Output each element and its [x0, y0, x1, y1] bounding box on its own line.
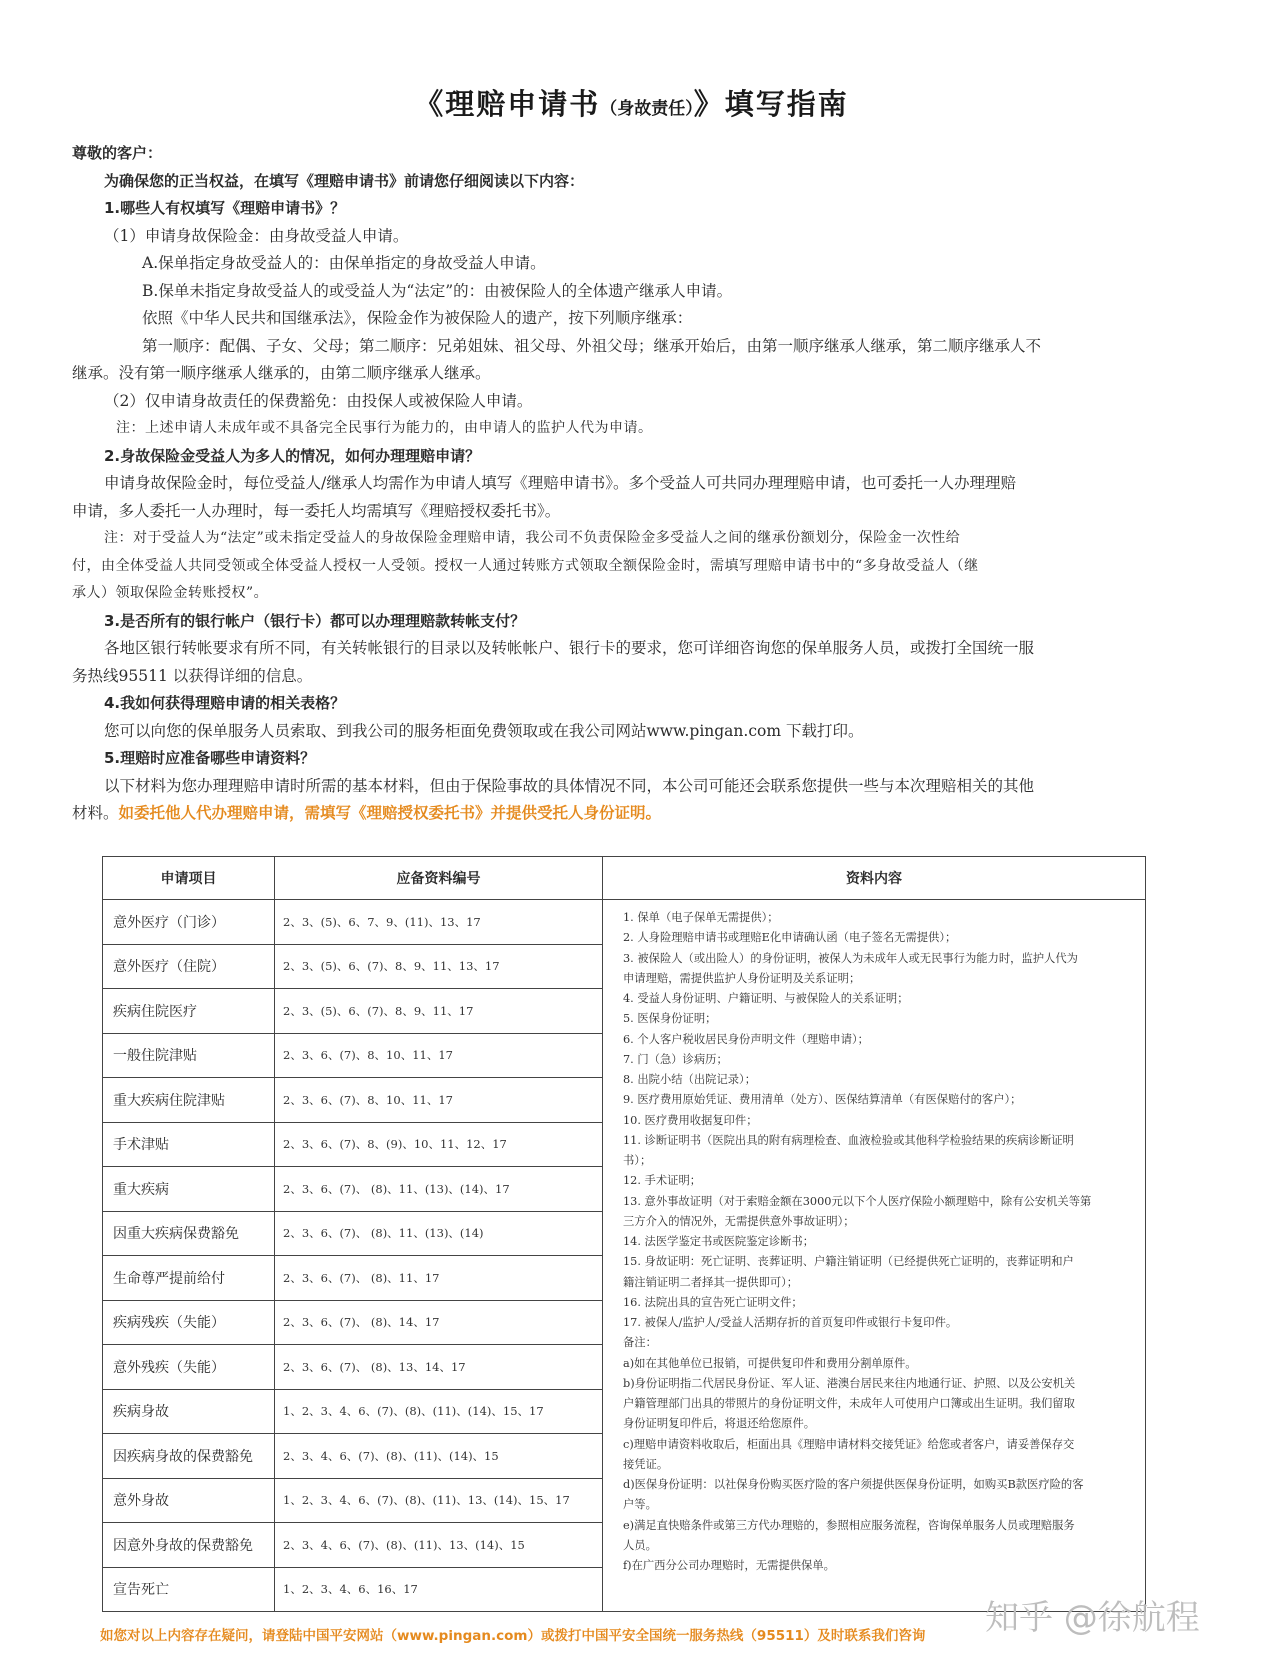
section-1-order-b: 继承。没有第一顺序继承人继承的，由第二顺序继承人继承。 [72, 364, 491, 382]
row-codes: 2、3、6、(7)、8、10、11、17 [275, 1033, 603, 1078]
row-item: 疾病残疾（失能） [103, 1300, 275, 1345]
row-codes: 2、3、6、(7)、 (8)、11、(13)、(14)、17 [275, 1167, 603, 1212]
row-item: 意外身故 [103, 1478, 275, 1523]
intro-lead: 为确保您的正当权益，在填写《理赔申请书》前请您仔细阅读以下内容： [104, 171, 585, 190]
greeting: 尊敬的客户： [72, 144, 163, 162]
content-line: a)如在其他单位已报销，可提供复印件和费用分割单原件。 [623, 1356, 917, 1370]
row-item: 重大疾病 [103, 1167, 275, 1212]
section-1-order-a: 第一顺序：配偶、子女、父母；第二顺序：兄弟姐妹、祖父母、外祖父母；继承开始后，由第一顺序继承人继承，第二顺序继承人不 [142, 336, 1042, 355]
row-codes: 2、3、6、(7)、 (8)、14、17 [275, 1300, 603, 1345]
section-2-heading: 2.身故保险金受益人为多人的情况，如何办理理赔申请？ [104, 446, 481, 465]
watermark: 知乎 @徐航程 [985, 1598, 1200, 1638]
section-2-note-a: 注：对于受益人为“法定”或未指定受益人的身故保险金理赔申请，我公司不负责保险金多受益人之间的继承份额划分，保险金一次性给 [104, 530, 961, 546]
row-item: 意外医疗（住院） [103, 944, 275, 989]
guide-body [72, 140, 1182, 828]
row-codes: 1、2、3、4、6、(7)、(8)、(11)、(14)、15、17 [275, 1389, 603, 1434]
content-line: e)满足直快赔条件或第三方代办理赔的，参照相应服务流程，咨询保单服务人员或理赔服务 [623, 1518, 1075, 1532]
content-line: 人员。 [623, 1538, 657, 1552]
section-1-p1: （1）申请身故保险金：由身故受益人申请。 [104, 226, 409, 245]
content-line: 户等。 [623, 1498, 657, 1512]
row-item: 疾病身故 [103, 1389, 275, 1434]
row-codes: 2、3、(5)、6、7、9、(11)、13、17 [275, 900, 603, 945]
section-4-p: 您可以向您的保单服务人员索取、到我公司的服务柜面免费领取或在我公司网站www.pingan.com 下载打印。 [104, 721, 864, 740]
section-1-a: A.保单指定身故受益人的：由保单指定的身故受益人申请。 [142, 254, 546, 272]
content-line: 身份证明复印件后，将退还给您原件。 [623, 1417, 816, 1431]
row-item: 因疾病身故的保费豁免 [103, 1434, 275, 1479]
section-1-heading: 1.哪些人有权填写《理赔申请书》？ [104, 199, 346, 217]
header-content: 资料内容 [603, 857, 1146, 900]
section-4-heading: 4.我如何获得理赔申请的相关表格？ [104, 694, 346, 712]
content-line: 10. 医疗费用收据复印件； [623, 1113, 758, 1127]
content-line: c)理赔申请资料收取后，柜面出具《理赔申请材料交接凭证》给您或者客户，请妥善保存交 [623, 1437, 1075, 1451]
row-item: 生命尊严提前给付 [103, 1256, 275, 1301]
header-codes: 应备资料编号 [275, 857, 603, 900]
row-codes: 2、3、6、(7)、 (8)、13、14、17 [275, 1345, 603, 1390]
row-item: 重大疾病住院津贴 [103, 1078, 275, 1123]
row-codes: 2、3、6、(7)、8、(9)、10、11、12、17 [275, 1122, 603, 1167]
section-3-p-b: 务热线95511 以获得详细的信息。 [72, 666, 313, 685]
section-3-heading: 3.是否所有的银行帐户（银行卡）都可以办理理赔款转帐支付？ [104, 611, 526, 630]
materials-table [102, 856, 1146, 1612]
row-item: 因重大疾病保费豁免 [103, 1211, 275, 1256]
table-row [103, 900, 1146, 945]
content-line: 1. 保单（电子保单无需提供）； [623, 911, 779, 924]
content-line: 16. 法院出具的宣告死亡证明文件； [623, 1295, 803, 1309]
section-5-p-a: 以下材料为您办理理赔申请时所需的基本材料，但由于保险事故的具体情况不同，本公司可能还会联系您提供一些与本次理赔相关的其他 [104, 776, 1035, 795]
row-item: 意外残疾（失能） [103, 1345, 275, 1390]
section-2-p-b: 申请，多人委托一人办理时，每一委托人均需填写《理赔授权委托书》。 [72, 501, 561, 520]
row-codes: 2、3、6、(7)、8、10、11、17 [275, 1078, 603, 1123]
section-2-p-a: 申请身故保险金时，每位受益人/继承人均需作为申请人填写《理赔申请书》。多个受益人可共同办理理赔申请，也可委托一人办理理赔 [104, 474, 1016, 492]
row-codes: 2、3、(5)、6、(7)、8、9、11、17 [275, 989, 603, 1034]
row-item: 一般住院津贴 [103, 1033, 275, 1078]
materials-content [603, 900, 1146, 1612]
title-main: 《理赔申请书 [414, 87, 601, 121]
content-line: 三方介入的情况外，无需提供意外事故证明）； [623, 1214, 855, 1228]
content-line: 书）； [623, 1154, 652, 1167]
section-1-b: B.保单未指定身故受益人的或受益人为“法定”的：由被保险人的全体遗产继承人申请。 [142, 281, 733, 300]
row-codes: 2、3、4、6、(7)、(8)、(11)、13、(14)、15 [275, 1523, 603, 1568]
table-header-row [103, 857, 1146, 900]
section-5-orange-note: 如委托他人代办理赔申请，需填写《理赔授权委托书》并提供受托人身份证明。 [118, 804, 662, 822]
section-1-law: 依照《中华人民共和国继承法》，保险金作为被保险人的遗产，按下列顺序继承： [142, 309, 693, 327]
content-line: d)医保身份证明：以社保身份购买医疗险的客户须提供医保身份证明，如购买B款医疗险的客 [623, 1478, 1084, 1491]
page-title [0, 82, 1263, 123]
row-codes: 2、3、6、(7)、 (8)、11、(13)、(14) [275, 1211, 603, 1256]
content-line: 14. 法医学鉴定书或医院鉴定诊断书； [623, 1235, 815, 1248]
header-item: 申请项目 [103, 857, 275, 900]
row-item: 宣告死亡 [103, 1567, 275, 1612]
footer-contact-note: 如您对以上内容存在疑问，请登陆中国平安网站（www.pingan.com）或拨打中国平安全国统一服务热线（95511）及时联系我们咨询 [100, 1628, 926, 1644]
content-line: 申请理赔，需提供监护人身份证明及关系证明； [623, 971, 861, 985]
content-line: 13. 意外事故证明（对于索赔金额在3000元以下个人医疗保险小额理赔中，除有公安机关等第 [623, 1194, 1092, 1208]
row-item: 疾病住院医疗 [103, 989, 275, 1034]
section-1-note: 注：上述申请人未成年或不具备完全民事行为能力的，由申请人的监护人代为申请。 [116, 420, 653, 436]
row-codes: 1、2、3、4、6、(7)、(8)、(11)、13、(14)、15、17 [275, 1478, 603, 1523]
section-2-note-c: 承人）领取保险金转账授权”。 [72, 585, 269, 601]
title-small: （身故责任） [600, 99, 694, 119]
row-item: 因意外身故的保费豁免 [103, 1523, 275, 1568]
row-codes: 2、3、(5)、6、(7)、8、9、11、13、17 [275, 944, 603, 989]
row-codes: 2、3、4、6、(7)、(8)、(11)、(14)、15 [275, 1434, 603, 1479]
content-line: 12. 手术证明； [623, 1174, 702, 1188]
content-line: 2. 人身险理赔申请书或理赔E化申请确认函（电子签名无需提供）； [623, 931, 957, 945]
content-line: 4. 受益人身份证明、户籍证明、与被保险人的关系证明； [623, 992, 909, 1005]
content-line: 6. 个人客户税收居民身份声明文件（理赔申请）； [623, 1032, 869, 1046]
section-5-p-b-text: 材料。 [72, 804, 119, 822]
content-line: b)身份证明指二代居民身份证、军人证、港澳台居民来往内地通行证、护照、以及公安机关 [623, 1376, 1076, 1390]
title-tail: 》填写指南 [693, 87, 849, 121]
content-line: f)在广西分公司办理赔时，无需提供保单。 [623, 1559, 835, 1572]
content-line: 7. 门（急）诊病历； [623, 1052, 728, 1066]
row-item: 手术津贴 [103, 1122, 275, 1167]
section-5-heading: 5.理赔时应准备哪些申请资料？ [104, 749, 316, 767]
content-line: 17. 被保人/监护人/受益人活期存折的首页复印件或银行卡复印件。 [623, 1316, 958, 1329]
content-line: 接凭证。 [623, 1457, 669, 1471]
row-codes: 1、2、3、4、6、16、17 [275, 1567, 603, 1612]
row-codes: 2、3、6、(7)、 (8)、11、17 [275, 1256, 603, 1301]
section-1-p2: （2）仅申请身故责任的保费豁免：由投保人或被保险人申请。 [104, 391, 533, 410]
content-line: 9. 医疗费用原始凭证、费用清单（处方）、医保结算清单（有医保赔付的客户）； [623, 1093, 1022, 1107]
content-line: 15. 身故证明：死亡证明、丧葬证明、户籍注销证明（已经提供死亡证明的，丧葬证明和户 [623, 1255, 1074, 1269]
content-line: 户籍管理部门出具的带照片的身份证明文件，未成年人可使用户口簿或出生证明。我们留取 [623, 1397, 1075, 1410]
row-item: 意外医疗（门诊） [103, 900, 275, 945]
content-line: 5. 医保身份证明； [623, 1012, 717, 1026]
content-line: 籍注销证明二者择其一提供即可）； [623, 1275, 799, 1289]
content-line: 备注： [623, 1336, 657, 1350]
section-3-p-a: 各地区银行转帐要求有所不同，有关转帐银行的目录以及转帐帐户、银行卡的要求，您可详细咨询您的保单服务人员，或拨打全国统一服 [104, 639, 1035, 657]
content-line: 8. 出院小结（出院记录）； [623, 1073, 756, 1086]
content-line: 3. 被保险人（或出险人）的身份证明，被保人为未成年人或无民事行为能力时，监护人代为 [623, 951, 1078, 965]
section-5-p-b [72, 800, 1182, 828]
content-line: 11. 诊断证明书（医院出具的附有病理检查、血液检验或其他科学检验结果的疾病诊断证明 [623, 1133, 1074, 1147]
section-2-note-b: 付，由全体受益人共同受领或全体受益人授权一人受领。授权一人通过转账方式领取全额保险金时，需填写理赔申请书中的“多身故受益人（继 [72, 557, 979, 574]
